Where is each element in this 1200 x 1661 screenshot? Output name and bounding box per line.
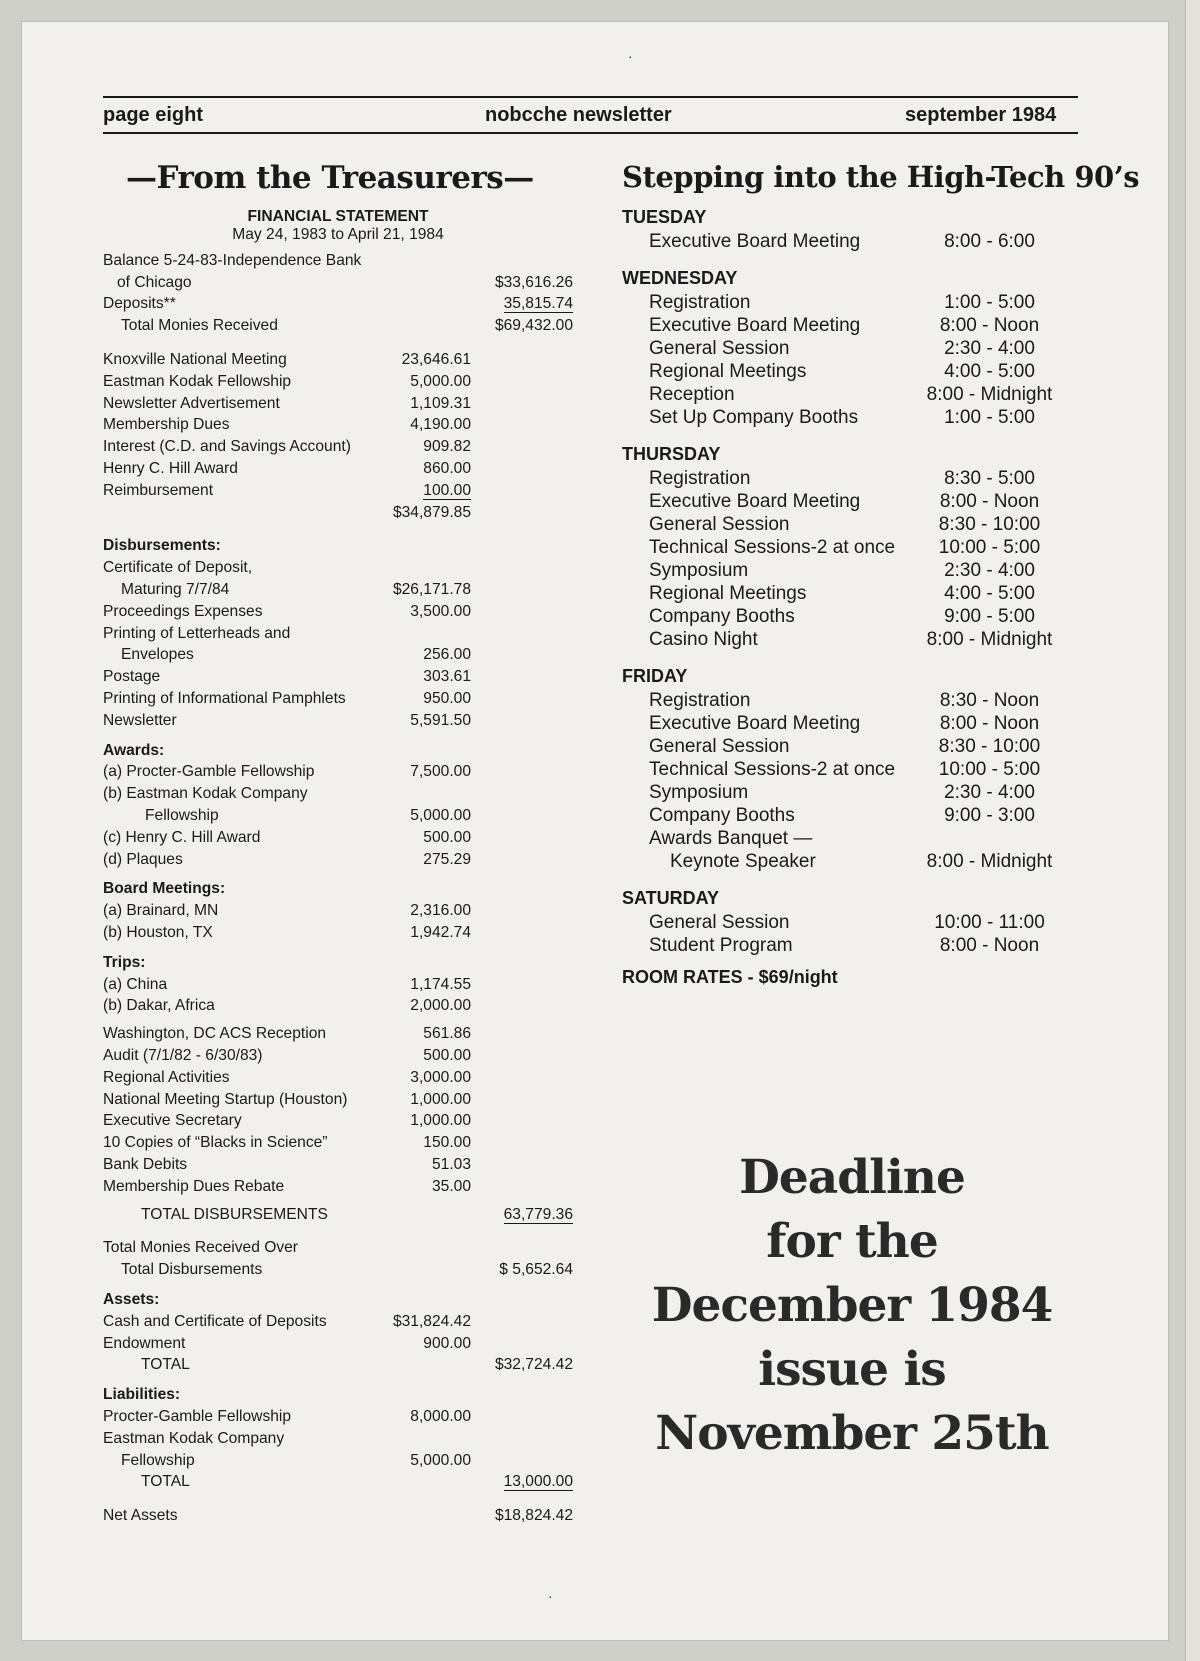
financial-statement xyxy=(103,208,573,1527)
disb-value: 950.00 xyxy=(423,690,471,708)
event-time: 10:00 - 5:00 xyxy=(938,759,1041,780)
asset-label: Cash and Certificate of Deposits xyxy=(103,1312,327,1330)
receipt-label: Eastman Kodak Fellowship xyxy=(103,372,292,390)
event-name: Student Program xyxy=(649,935,793,956)
misc-value: 35.00 xyxy=(431,1177,471,1195)
award-value: 500.00 xyxy=(423,828,471,846)
deposits-value: 35,815.74 xyxy=(503,295,573,313)
receipt-label: Newsletter Advertisement xyxy=(103,394,280,412)
page-edge xyxy=(1185,0,1200,1661)
award-label: (d) Plaques xyxy=(103,850,183,868)
misc-label: Regional Activities xyxy=(103,1068,230,1086)
schedule-item xyxy=(622,230,1082,253)
receipt-value: 909.82 xyxy=(423,438,471,456)
disb-value: 5,591.50 xyxy=(410,711,471,729)
receipt-label: Interest (C.D. and Savings Account) xyxy=(103,438,351,456)
board-value: 1,942.74 xyxy=(410,924,471,941)
speck: · xyxy=(548,1588,553,1604)
event-time: 8:00 - Midnight xyxy=(926,384,1053,405)
award-label: (b) Eastman Kodak Company xyxy=(103,785,308,803)
misc-value: 1,000.00 xyxy=(410,1112,471,1130)
schedule-item xyxy=(622,536,1082,559)
trips-heading: Trips: xyxy=(103,953,146,971)
event-time: 4:00 - 5:00 xyxy=(944,583,1035,604)
schedule-item xyxy=(622,804,1082,827)
awards-heading: Awards: xyxy=(103,741,165,759)
event-name: Symposium xyxy=(649,560,749,581)
total-disbursements-label: TOTAL DISBURSEMENTS xyxy=(141,1205,328,1223)
disb-label: Printing of Informational Pamphlets xyxy=(103,690,346,708)
liability-value: 5,000.00 xyxy=(410,1451,471,1469)
assets-total-label: TOTAL xyxy=(141,1356,190,1374)
event-time xyxy=(897,827,1082,850)
disbursements-heading: Disbursements: xyxy=(103,537,221,555)
statement-title: FINANCIAL STATEMENT xyxy=(247,208,429,225)
award-value: 275.29 xyxy=(423,850,471,868)
schedule-item xyxy=(622,758,1082,781)
deposits-label: Deposits** xyxy=(103,295,176,313)
disb-value: 3,500.00 xyxy=(410,602,471,620)
event-name: Executive Board Meeting xyxy=(649,315,861,336)
event-time: 2:30 - 4:00 xyxy=(944,782,1035,803)
schedule-item xyxy=(622,360,1082,383)
total-received-label: Total Monies Received xyxy=(121,317,278,335)
event-name: Executive Board Meeting xyxy=(649,713,861,734)
trip-label: (a) China xyxy=(103,975,168,993)
award-value: 5,000.00 xyxy=(410,807,471,825)
receipt-label: Henry C. Hill Award xyxy=(103,460,238,478)
event-time: 10:00 - 5:00 xyxy=(938,537,1041,558)
asset-value: $31,824.42 xyxy=(392,1312,471,1330)
board-value: 2,316.00 xyxy=(410,902,471,920)
net-change-label: Total Monies Received Over xyxy=(103,1239,299,1257)
liability-label: Eastman Kodak Company xyxy=(103,1429,285,1447)
misc-label: Executive Secretary xyxy=(103,1112,242,1130)
schedule-item xyxy=(622,712,1082,735)
schedule-title: Stepping into the High-Tech 90’s xyxy=(622,160,1140,194)
statement-period: May 24, 1983 to April 21, 1984 xyxy=(232,226,444,243)
liabilities-total-label: TOTAL xyxy=(141,1473,190,1491)
schedule-item xyxy=(622,605,1082,628)
receipt-label: Knoxville National Meeting xyxy=(103,351,287,369)
liability-value: 8,000.00 xyxy=(410,1407,471,1425)
schedule-item xyxy=(622,827,1082,850)
net-assets-value: $18,824.42 xyxy=(494,1507,573,1525)
balance-label: Balance 5-24-83-Independence Bank xyxy=(103,251,362,269)
event-name: Reception xyxy=(649,384,735,405)
deadline-line: for the xyxy=(766,1214,938,1269)
board-label: (a) Brainard, MN xyxy=(103,902,219,920)
receipt-value: 4,190.00 xyxy=(410,416,471,434)
board-label: (b) Houston, TX xyxy=(103,924,213,941)
event-name: Keynote Speaker xyxy=(670,851,816,872)
event-time: 4:00 - 5:00 xyxy=(944,361,1035,382)
misc-label: Membership Dues Rebate xyxy=(103,1177,285,1195)
event-time: 8:00 - Noon xyxy=(939,491,1040,512)
trip-value: 1,174.55 xyxy=(410,975,471,993)
net-change-value: $ 5,652.64 xyxy=(499,1261,573,1279)
disb-label: Certificate of Deposit, xyxy=(103,559,253,577)
award-label: (a) Procter-Gamble Fellowship xyxy=(103,763,315,781)
receipt-value: 860.00 xyxy=(423,460,471,478)
room-rates: ROOM RATES - $69/night xyxy=(622,967,838,987)
trip-value: 2,000.00 xyxy=(410,997,471,1015)
net-assets-label: Net Assets xyxy=(103,1507,178,1525)
liability-label: Procter-Gamble Fellowship xyxy=(103,1407,292,1425)
schedule-item xyxy=(622,337,1082,360)
event-name: General Session xyxy=(649,736,790,757)
receipt-value: 1,109.31 xyxy=(410,394,471,412)
award-value: 7,500.00 xyxy=(410,763,471,781)
misc-value: 561.86 xyxy=(423,1025,471,1043)
event-time: 2:30 - 4:00 xyxy=(944,560,1035,581)
event-time: 9:00 - 5:00 xyxy=(944,606,1035,627)
schedule-item xyxy=(622,383,1082,406)
award-label: (c) Henry C. Hill Award xyxy=(103,828,261,846)
event-name: Set Up Company Booths xyxy=(649,407,859,428)
schedule-item xyxy=(622,582,1082,605)
misc-value: 51.03 xyxy=(431,1155,471,1173)
event-name: Registration xyxy=(649,468,751,489)
disb-label: Proceedings Expenses xyxy=(103,602,263,620)
trip-label: (b) Dakar, Africa xyxy=(103,997,215,1015)
disb-label: Envelopes xyxy=(121,646,194,664)
day-heading: TUESDAY xyxy=(622,207,707,227)
schedule-item xyxy=(622,735,1082,758)
event-time: 8:30 - 10:00 xyxy=(938,736,1041,757)
event-name: Regional Meetings xyxy=(649,361,807,382)
event-name: General Session xyxy=(649,338,790,359)
board-heading: Board Meetings: xyxy=(103,880,226,898)
header-rule-bottom xyxy=(103,132,1078,134)
day-heading: WEDNESDAY xyxy=(622,268,738,288)
event-name: Executive Board Meeting xyxy=(649,491,861,512)
schedule-item xyxy=(622,689,1082,712)
event-name: Technical Sessions-2 at once xyxy=(649,537,896,558)
disb-label: Newsletter xyxy=(103,711,177,729)
schedule-item xyxy=(622,490,1082,513)
day-heading: SATURDAY xyxy=(622,888,720,908)
liability-label: Fellowship xyxy=(121,1451,195,1469)
schedule-item xyxy=(622,559,1082,582)
deadline-line: December 1984 xyxy=(651,1278,1053,1333)
misc-value: 150.00 xyxy=(423,1134,471,1152)
assets-total-value: $32,724.42 xyxy=(494,1356,573,1374)
schedule-item xyxy=(622,467,1082,490)
schedule-item xyxy=(622,513,1082,536)
event-name: Symposium xyxy=(649,782,749,803)
event-time: 10:00 - 11:00 xyxy=(934,912,1045,933)
event-time: 8:00 - Noon xyxy=(939,713,1040,734)
event-name: General Session xyxy=(649,912,790,933)
disb-value: 256.00 xyxy=(423,646,471,664)
schedule-item xyxy=(622,781,1082,804)
schedule-item xyxy=(622,911,1082,934)
asset-label: Endowment xyxy=(103,1334,186,1352)
speck: · xyxy=(628,48,633,64)
receipt-value: 100.00 xyxy=(423,481,471,499)
deadline-line: issue is xyxy=(758,1342,946,1397)
deadline-line: November 25th xyxy=(655,1406,1049,1461)
event-name: General Session xyxy=(649,514,790,535)
event-time: 8:00 - Midnight xyxy=(926,851,1053,872)
conference-schedule xyxy=(622,204,1082,988)
event-name: Company Booths xyxy=(649,606,795,627)
asset-value: 900.00 xyxy=(423,1334,471,1352)
misc-value: 3,000.00 xyxy=(410,1068,471,1086)
event-name: Technical Sessions-2 at once xyxy=(649,759,896,780)
schedule-item xyxy=(622,314,1082,337)
event-time: 8:30 - 10:00 xyxy=(938,514,1041,535)
receipts-total: $34,879.85 xyxy=(392,503,471,521)
issue-date: september 1984 xyxy=(905,104,1057,126)
schedule-item xyxy=(622,628,1082,651)
header-rule-top xyxy=(103,96,1078,98)
receipt-value: 23,646.61 xyxy=(401,351,471,369)
event-time: 8:00 - Noon xyxy=(939,935,1040,956)
event-time: 8:30 - Noon xyxy=(939,690,1040,711)
treasurers-title: —From the Treasurers— xyxy=(126,160,534,196)
event-time: 8:30 - 5:00 xyxy=(944,468,1035,489)
total-received-value: $69,432.00 xyxy=(494,317,573,335)
schedule-item xyxy=(622,406,1082,429)
event-name: Registration xyxy=(649,690,751,711)
event-time: 1:00 - 5:00 xyxy=(944,292,1035,313)
disb-value: 303.61 xyxy=(423,668,471,686)
deadline-notice xyxy=(622,1146,1082,1466)
assets-heading: Assets: xyxy=(103,1290,160,1308)
event-time: 8:00 - 6:00 xyxy=(944,231,1035,252)
event-time: 2:30 - 4:00 xyxy=(944,338,1035,359)
day-heading: THURSDAY xyxy=(622,444,721,464)
schedule-item xyxy=(622,934,1082,957)
liabilities-heading: Liabilities: xyxy=(103,1386,181,1404)
receipt-value: 5,000.00 xyxy=(410,372,471,390)
disb-label: Postage xyxy=(103,668,161,686)
misc-label: Washington, DC ACS Reception xyxy=(103,1025,327,1043)
event-name: Registration xyxy=(649,292,751,313)
publication-name: nobcche newsletter xyxy=(485,104,672,126)
deadline-line: Deadline xyxy=(739,1150,965,1205)
event-name: Executive Board Meeting xyxy=(649,231,861,252)
misc-label: 10 Copies of “Blacks in Science” xyxy=(103,1134,328,1152)
event-name: Awards Banquet — xyxy=(649,828,813,849)
disb-label: Printing of Letterheads and xyxy=(103,624,291,642)
misc-value: 500.00 xyxy=(423,1046,471,1064)
total-disbursements-value: 63,779.36 xyxy=(503,1205,573,1223)
event-name: Casino Night xyxy=(649,629,758,650)
misc-label: Audit (7/1/82 - 6/30/83) xyxy=(103,1046,263,1064)
net-change-label: Total Disbursements xyxy=(121,1261,263,1279)
receipt-label: Membership Dues xyxy=(103,416,230,434)
misc-value: 1,000.00 xyxy=(410,1090,471,1108)
event-time: 8:00 - Midnight xyxy=(926,629,1053,650)
award-label: Fellowship xyxy=(145,807,219,825)
disb-value: $26,171.78 xyxy=(392,581,471,599)
day-heading: FRIDAY xyxy=(622,666,688,686)
event-time: 9:00 - 3:00 xyxy=(944,805,1035,826)
balance-label-cont: of Chicago xyxy=(117,273,192,291)
event-name: Company Booths xyxy=(649,805,795,826)
event-time: 1:00 - 5:00 xyxy=(944,407,1035,428)
misc-label: Bank Debits xyxy=(103,1155,188,1173)
page-number: page eight xyxy=(103,104,204,126)
misc-label: National Meeting Startup (Houston) xyxy=(103,1090,348,1108)
schedule-item xyxy=(622,291,1082,314)
event-name: Regional Meetings xyxy=(649,583,807,604)
schedule-item xyxy=(622,850,1082,873)
receipt-label: Reimbursement xyxy=(103,481,214,499)
liabilities-total-value: 13,000.00 xyxy=(503,1473,573,1491)
disb-label: Maturing 7/7/84 xyxy=(121,581,230,599)
balance-value: $33,616.26 xyxy=(494,273,573,291)
event-time: 8:00 - Noon xyxy=(939,315,1040,336)
